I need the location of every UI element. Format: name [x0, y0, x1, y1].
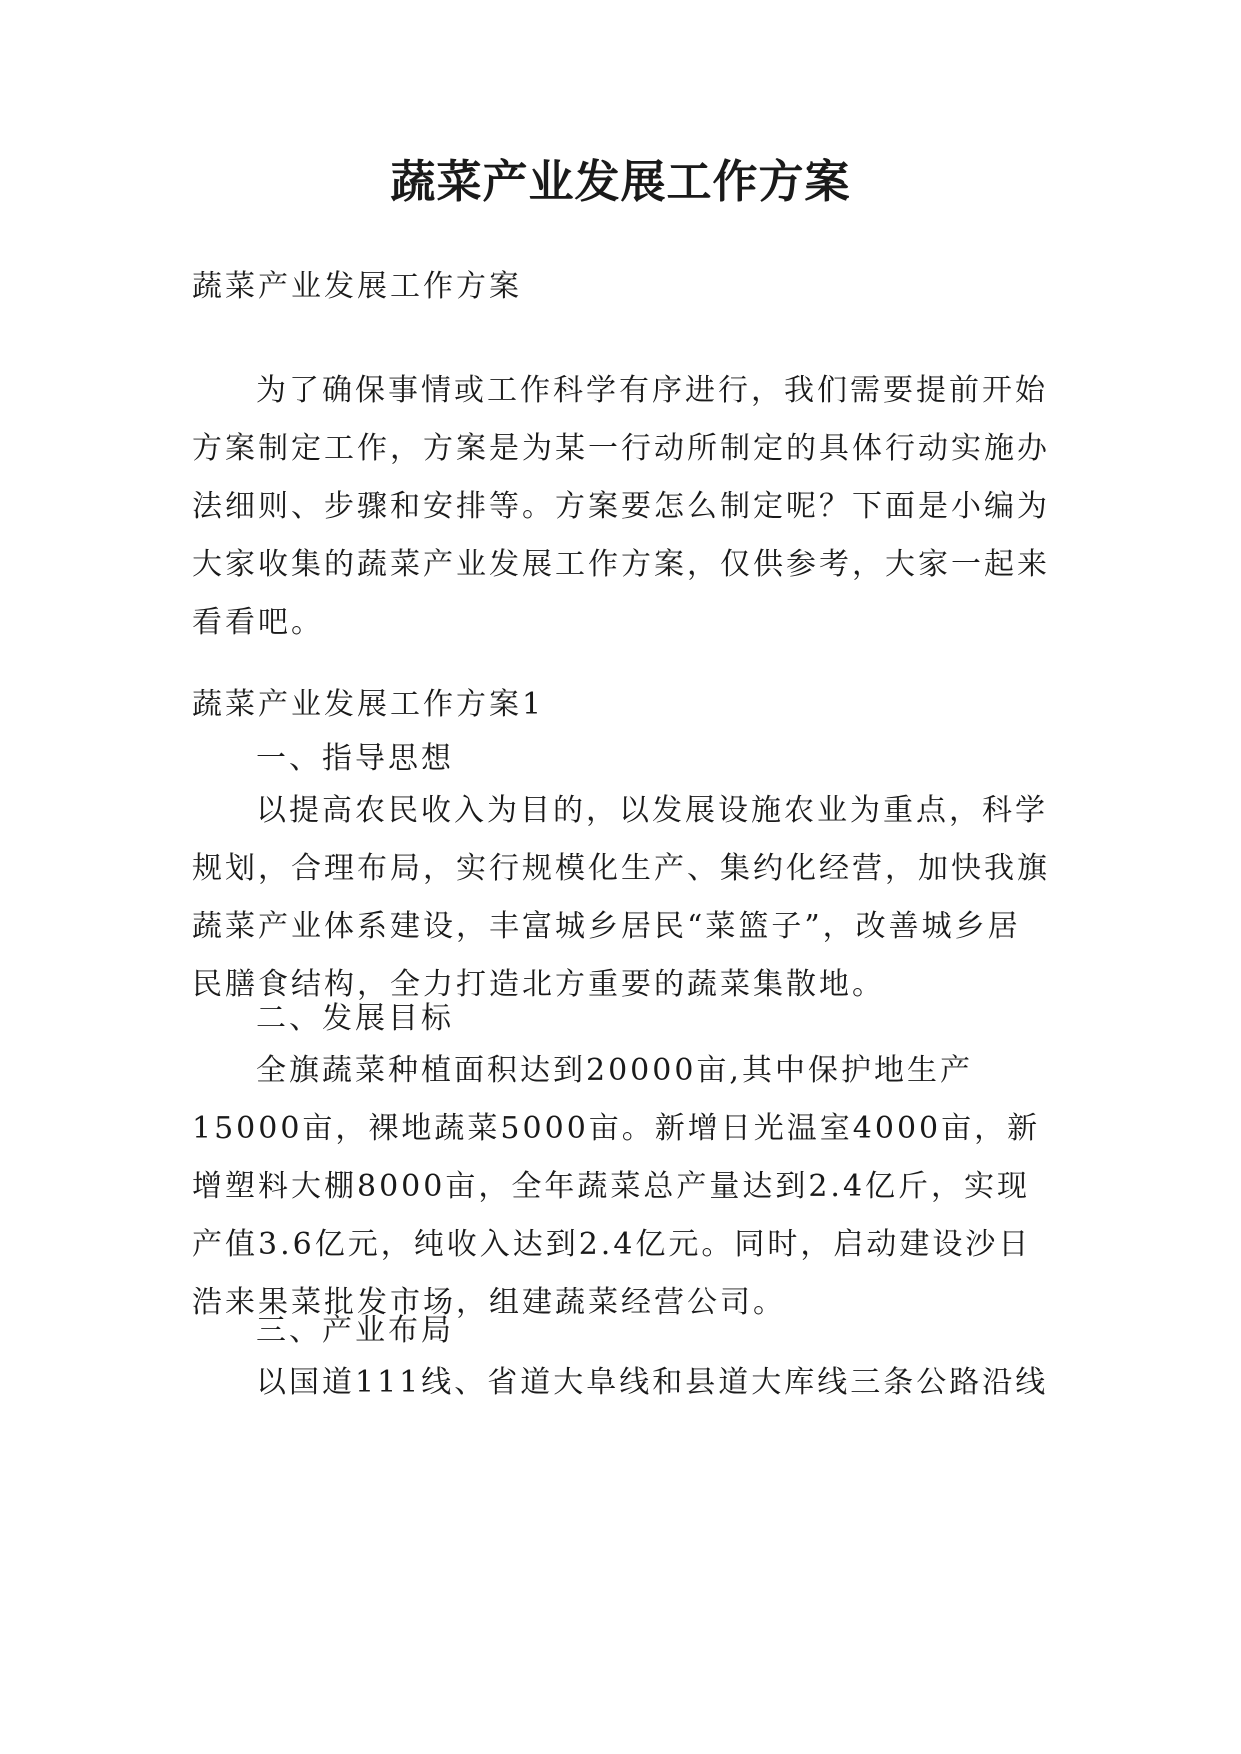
heading-industry-layout: 三、产业布局 — [256, 1313, 454, 1348]
intro-paragraph: 为了确保事情或工作科学有序进行，我们需要提前开始方案制定工作，方案是为某一行动所制定的具体行动实施办法细则、步骤和安排等。方案要怎么制定呢？下面是小编为大家收集的蔬菜产业发展工作方案，仅供参考，大家一起来看看吧。 — [192, 373, 1050, 640]
document-subtitle: 蔬菜产业发展工作方案 — [192, 269, 522, 304]
heading-guiding-ideology: 一、指导思想 — [256, 741, 454, 776]
document-title: 蔬菜产业发展工作方案 — [390, 155, 851, 208]
paragraph-development-goals: 全旗蔬菜种植面积达到20000亩,其中保护地生产15000亩，裸地蔬菜5000亩。新增日光温室4000亩，新增塑料大棚8000亩，全年蔬菜总产量达到2.4亿斤，实现产值3.6亿元，纯收入达到2.4亿元。同时，启动建设沙日浩来果菜批发市场，组建蔬菜经营公司。 — [192, 1053, 1041, 1320]
section-title: 蔬菜产业发展工作方案1 — [192, 687, 545, 722]
paragraph-guiding-ideology: 以提高农民收入为目的，以发展设施农业为重点，科学规划，合理布局，实行规模化生产、集约化经营，加快我旗蔬菜产业体系建设，丰富城乡居民“菜篮子”，改善城乡居民膳食结构，全力打造北方重要的蔬菜集散地。 — [192, 793, 1050, 1002]
paragraph-industry-layout: 以国道111线、省道大阜线和县道大库线三条公路沿线 — [256, 1365, 1049, 1400]
heading-development-goals: 二、发展目标 — [256, 1001, 454, 1036]
